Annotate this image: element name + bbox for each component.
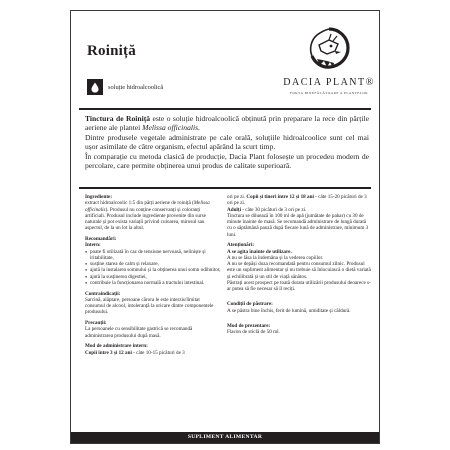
brand-logo	[283, 25, 375, 103]
product-label	[70, 10, 380, 444]
warning-item: A nu se depăși doza recomandată pentru consumul zilnic. Produsul este un supliment alimentar și nu trebuie să înlocuiască o dietă variată și echilibrată și un stil de viață sănătos.	[227, 261, 371, 280]
product-title: Roiniță	[87, 43, 136, 59]
wolf-dragon-logo-icon	[305, 25, 353, 73]
administration-children-dose-cont: ori pe zi.	[227, 194, 247, 200]
contraindications-text: Sarcină, alăptare, persoane cărora le este interzis/limitat consumul de alcool, intoleranță la oricare dintre componentele produsului.	[85, 296, 214, 316]
ingredients-text-b: ). Produsul nu conține conservanți și coloranți artificiali. Produsul include ingrediente provenite din surse naturale și pot exista variații privind culoarea, mirosul sau aspectul, de la un lot la altul.	[85, 206, 206, 232]
warning-item: A nu se lăsa la îndemâna și la vederea copiilor.	[227, 254, 324, 261]
dilution-text: Tinctura se diluează în 100 ml de apă (jumătate de pahar) cu 30 de minute înainte de masă. Se recomandă administrare de lungă durată cu o săptămână pauză după fiecare lună de administrare, minimum 3 luni.	[227, 212, 369, 238]
administration-children-dose: - câte 10-15 picături de 3	[131, 349, 185, 356]
recommendation-item: ● ajută la instalarea somnului și la obținerea unui somn odihnitor,	[85, 267, 221, 273]
administration-children	[85, 350, 221, 356]
administration-children-label: Copii între 3 și 12 ani	[85, 349, 132, 356]
description-absorption: Dintre produsele vegetale administrate pe cale orală, soluțiile hidroalcoolice sunt cel mai ușor asimilate de către organism, efectul apărând la scurt timp.	[85, 132, 369, 152]
ingredients-heading: Ingrediente:	[85, 194, 113, 200]
warning-item: Păstrați acest prospect pe toată durata utilizării produsului deoarece s-ar putea să fie necesar să îl reciți.	[227, 279, 371, 292]
recommendation-item: ● poate fi utilizată în caz de tensiune nervoasă, neliniște și iritabilitate,	[85, 249, 221, 262]
ingredients-text-a: extract hidroalcoolic 1:5 din părți aeriene de roiniță (	[85, 200, 194, 207]
ingredients-latin-name: Melissa officinalis	[85, 200, 210, 213]
administration-adults-label: Adulți	[227, 206, 241, 213]
shake-instruction: A se agita înainte de utilizare.	[227, 248, 292, 255]
info-column-left	[85, 194, 221, 356]
description-lead: Tinctura de Roiniță	[85, 114, 151, 123]
presentation-heading: Mod de prezentare:	[227, 322, 271, 329]
contraindications-heading: Contraindicații:	[85, 290, 121, 297]
recommendations-heading: Recomandări:	[85, 236, 117, 242]
divider-top	[79, 108, 371, 110]
administration-heading: Mod de administrare intern:	[85, 343, 148, 350]
warnings-heading: Atenționări:	[227, 242, 255, 249]
precautions-text: La persoanele cu sensibilitate gastrică se recomandă administrarea produsului după masă.	[85, 326, 193, 339]
product-type-label: soluție hidroalcoolică	[108, 83, 164, 91]
recommendation-item: ● susține starea de calm și relaxare,	[85, 261, 221, 267]
drop-icon	[87, 79, 103, 95]
administration-adults-dose: - câte 30 picături de 3 ori pe zi.	[241, 206, 307, 213]
administration-teens-dose: - câte 15-20 picături de 3 ori pe zi.	[227, 194, 367, 207]
divider-middle	[79, 187, 371, 189]
brand-name: DACIA PLANT®	[283, 77, 375, 88]
description-text: este o soluție hidroalcoolică obținută prin preparare la rece din părțile aeriene ale plantei	[85, 114, 369, 133]
ingredients-text	[85, 200, 221, 231]
info-column-right	[227, 194, 371, 335]
description-method: În comparație cu metoda clasică de producție, Dacia Plant folosește un procedeu modern de percolare, care permite obținerea unui produs de calitate superioară.	[85, 151, 369, 171]
administration-teens	[227, 194, 371, 207]
internal-use-heading: Intern:	[85, 242, 101, 249]
recommendation-item: ● contribuie la funcționarea normală a tractului intestinal.	[85, 280, 221, 286]
presentation-text: Flacon de sticlă de 50 ml.	[227, 329, 280, 335]
recommendation-item: ● ajută la susținerea digestiei,	[85, 274, 221, 280]
product-type	[87, 78, 163, 96]
storage-heading: Condiții de păstrare:	[227, 301, 273, 308]
brand-tagline: FORȚA BINEFĂCĂTOARE A PLANTELOR	[290, 91, 368, 95]
product-description	[85, 114, 369, 170]
description-latin-name: Melissa officinalis	[142, 123, 199, 133]
precautions-heading: Precauții:	[85, 320, 107, 326]
storage-text: A se păstra bine închis, ferit de lumină, umiditate și căldură.	[227, 307, 351, 314]
administration-teens-label: Copii și tineri între 12 și 18 ani	[246, 194, 314, 200]
description-text-end: .	[198, 123, 200, 133]
food-supplement-banner: SUPLIMENT ALIMENTAR	[71, 432, 379, 443]
